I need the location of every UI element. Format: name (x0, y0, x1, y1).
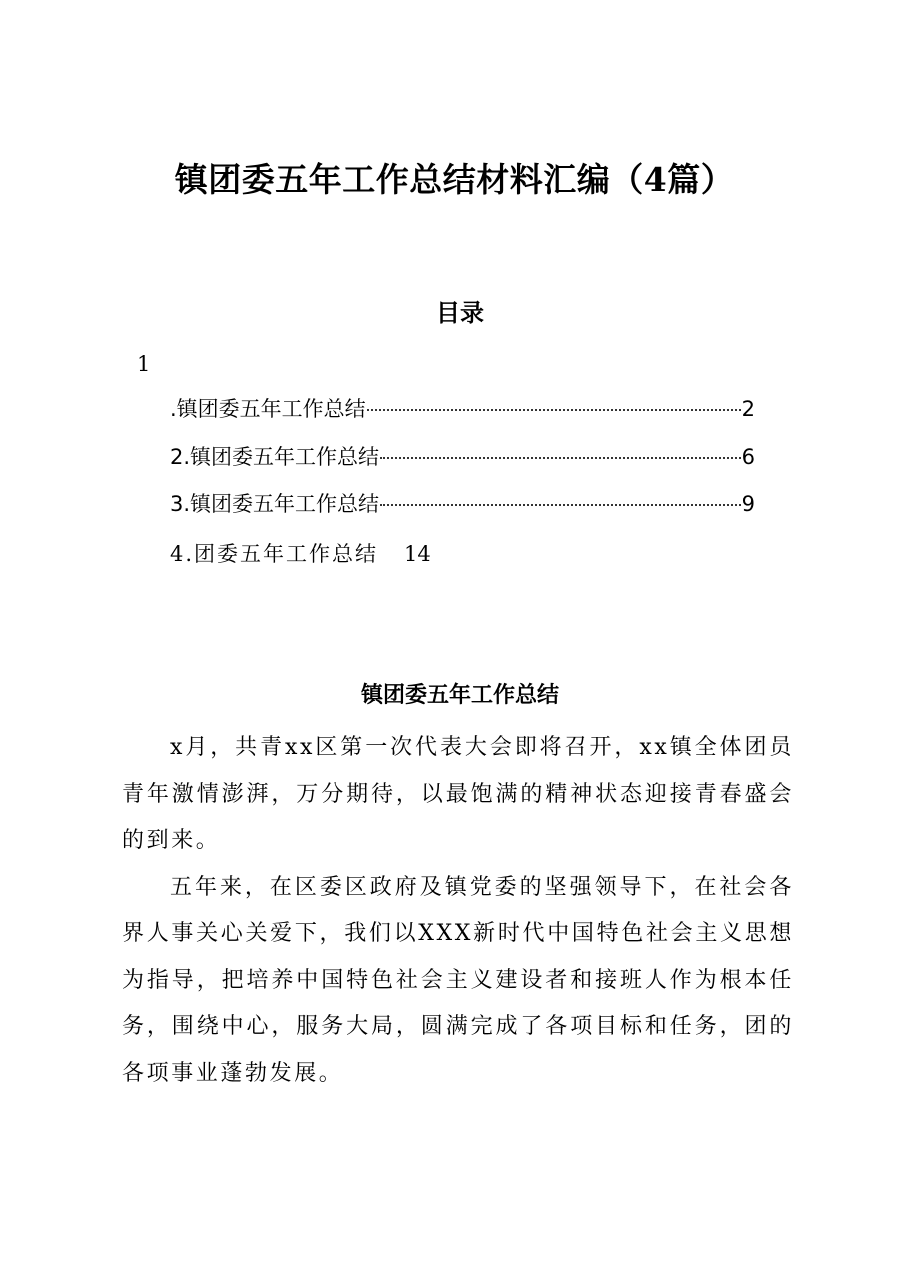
toc-entry-label: 2.镇团委五年工作总结 (170, 445, 380, 469)
section-title: 镇团委五年工作总结 (360, 682, 559, 708)
toc-dot-leader (380, 504, 741, 506)
toc-entry[interactable] (170, 538, 755, 570)
toc-entry-page: 9 (741, 492, 755, 516)
body-paragraph: 五年来，在区委区政府及镇党委的坚强领导下，在社会各界人事关心关爱下，我们以XXX新时代中国特色社会主义思想为指导，把培养中国特色社会主义建设者和接班人作为根本任务，围绕中心，服务大局，圆满完成了各项目标和任务，团的各项事业蓬勃发展。 (122, 874, 794, 1086)
section-body (122, 725, 794, 1097)
toc-entry-label: 4.团委五年工作总结 (170, 542, 379, 566)
toc-entry[interactable] (170, 488, 755, 520)
toc-heading: 目录 (436, 298, 484, 327)
toc-dot-leader (367, 409, 741, 411)
toc-entry[interactable] (170, 393, 755, 425)
toc-entry-label: .镇团委五年工作总结 (170, 397, 366, 421)
toc-dot-leader (380, 457, 741, 459)
toc-entry-page: 6 (741, 445, 755, 469)
toc-entry-page: 2 (741, 397, 755, 421)
body-paragraph: x月，共青xx区第一次代表大会即将召开，xx镇全体团员青年激情澎湃，万分期待，以最饱满的精神状态迎接青春盛会的到来。 (122, 735, 794, 853)
toc-entry-page: 14 (404, 542, 431, 566)
document-title: 镇团委五年工作总结材料汇编（4篇） (174, 160, 735, 199)
toc-entry-label: 3.镇团委五年工作总结 (170, 492, 380, 516)
toc-leading-number: 1 (137, 352, 151, 376)
toc-entry[interactable] (170, 441, 755, 473)
